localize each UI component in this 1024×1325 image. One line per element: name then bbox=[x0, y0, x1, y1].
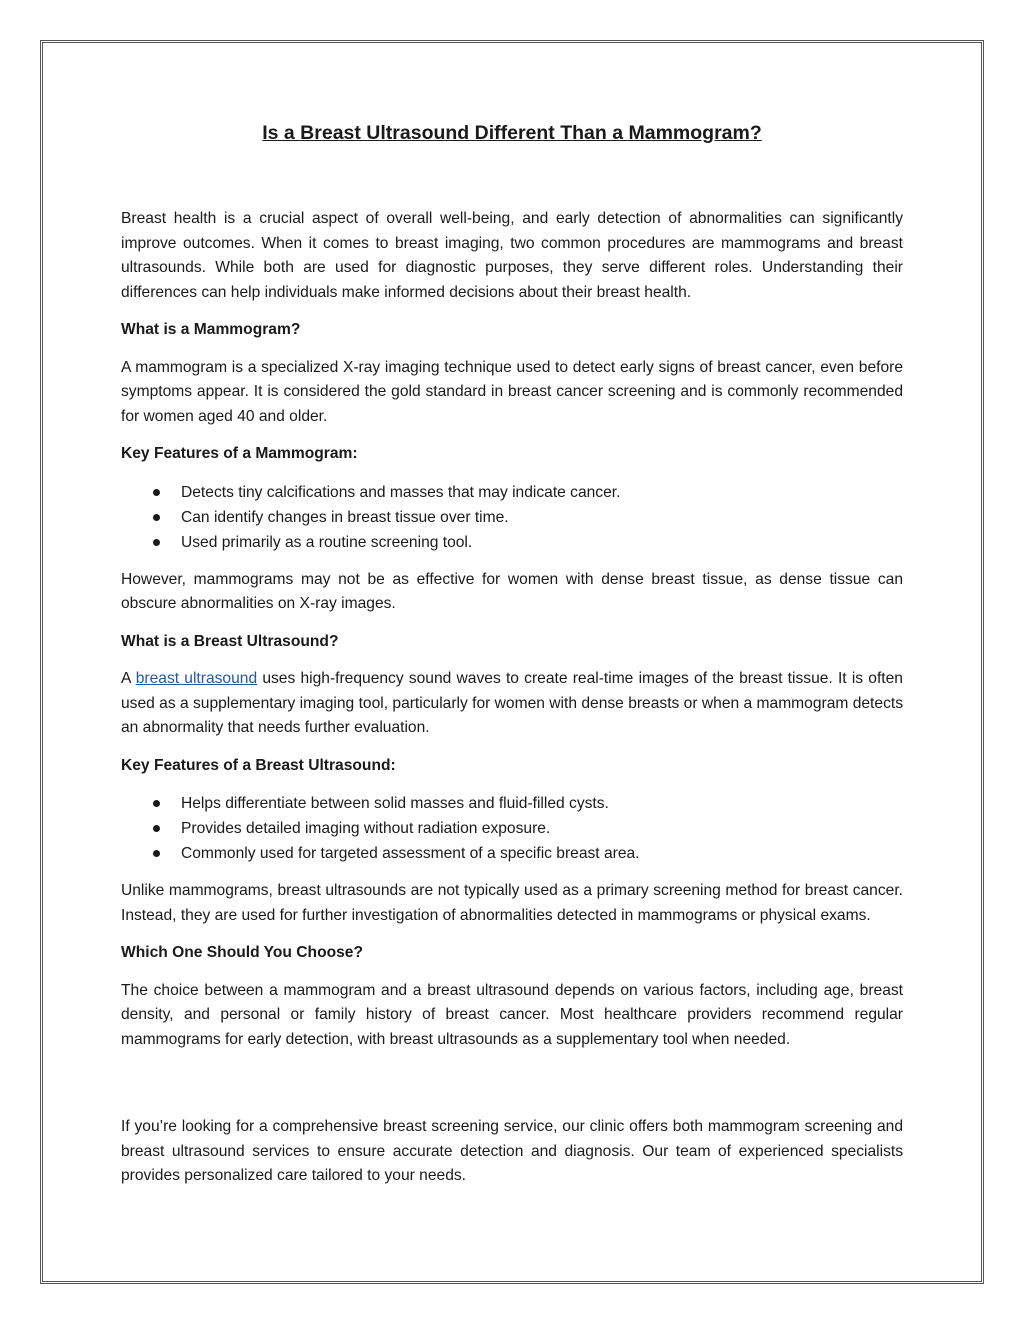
mammogram-features-heading: Key Features of a Mammogram: bbox=[121, 445, 358, 462]
closing-paragraph: If you’re looking for a comprehensive breast screening service, our clinic offers both mammogram screening and breast ultrasound services to ensure accurate detection and diagnosis. Our team of experienced specialists provides personalized care tailored to your needs. bbox=[121, 1118, 903, 1184]
list-item: Detects tiny calcifications and masses that may indicate cancer. bbox=[121, 480, 903, 505]
ultrasound-features-list bbox=[121, 791, 903, 866]
ultrasound-description-suffix: uses high-frequency sound waves to create real-time images of the breast tissue. It is often used as a supplementary imaging tool, particularly for women with dense breasts or when a mammogram detects an abnormality that needs further evaluation. bbox=[121, 670, 903, 736]
choice-heading: Which One Should You Choose? bbox=[121, 944, 363, 961]
intro-paragraph: Breast health is a crucial aspect of overall well-being, and early detection of abnormalities can significantly improve outcomes. When it comes to breast imaging, two common procedures are mammograms and breast ultrasounds. While both are used for diagnostic purposes, they serve different roles. Understanding their differences can help individuals make informed decisions about their breast health. bbox=[121, 210, 903, 301]
list-item: Used primarily as a routine screening tool. bbox=[121, 530, 903, 555]
mammogram-heading: What is a Mammogram? bbox=[121, 321, 301, 338]
ultrasound-description bbox=[121, 667, 903, 741]
list-item: Commonly used for targeted assessment of a specific breast area. bbox=[121, 841, 903, 866]
document-body bbox=[121, 118, 903, 1202]
mammogram-features-list bbox=[121, 480, 903, 555]
ultrasound-features-heading: Key Features of a Breast Ultrasound: bbox=[121, 756, 396, 774]
list-item: Provides detailed imaging without radiation exposure. bbox=[121, 816, 903, 841]
mammogram-description: A mammogram is a specialized X-ray imaging technique used to detect early signs of breast cancer, even before symptoms appear. It is considered the gold standard in breast cancer screening and is commonly recommended for women aged 40 and older. bbox=[121, 358, 903, 425]
ultrasound-description-prefix: A bbox=[121, 670, 136, 687]
list-item: Helps differentiate between solid masses and fluid-filled cysts. bbox=[121, 791, 903, 816]
ultrasound-limitation: Unlike mammograms, breast ultrasounds are not typically used as a primary screening method for breast cancer. Instead, they are used for further investigation of abnormalities detected in mammograms or physical exams. bbox=[121, 882, 903, 924]
breast-ultrasound-link[interactable]: breast ultrasound bbox=[135, 670, 258, 687]
ultrasound-heading: What is a Breast Ultrasound? bbox=[121, 632, 339, 650]
mammogram-limitation: However, mammograms may not be as effective for women with dense breast tissue, as dense tissue can obscure abnormalities on X-ray images. bbox=[121, 570, 903, 612]
list-item: Can identify changes in breast tissue over time. bbox=[121, 505, 903, 530]
spacer bbox=[121, 1065, 903, 1115]
document-title: Is a Breast Ultrasound Different Than a Mammogram? bbox=[262, 122, 762, 144]
choice-description: The choice between a mammogram and a breast ultrasound depends on various factors, including age, breast density, and personal or family history of breast cancer. Most healthcare providers recommend regular mammograms for early detection, with breast ultrasounds as a supplementary tool when needed. bbox=[121, 981, 903, 1048]
